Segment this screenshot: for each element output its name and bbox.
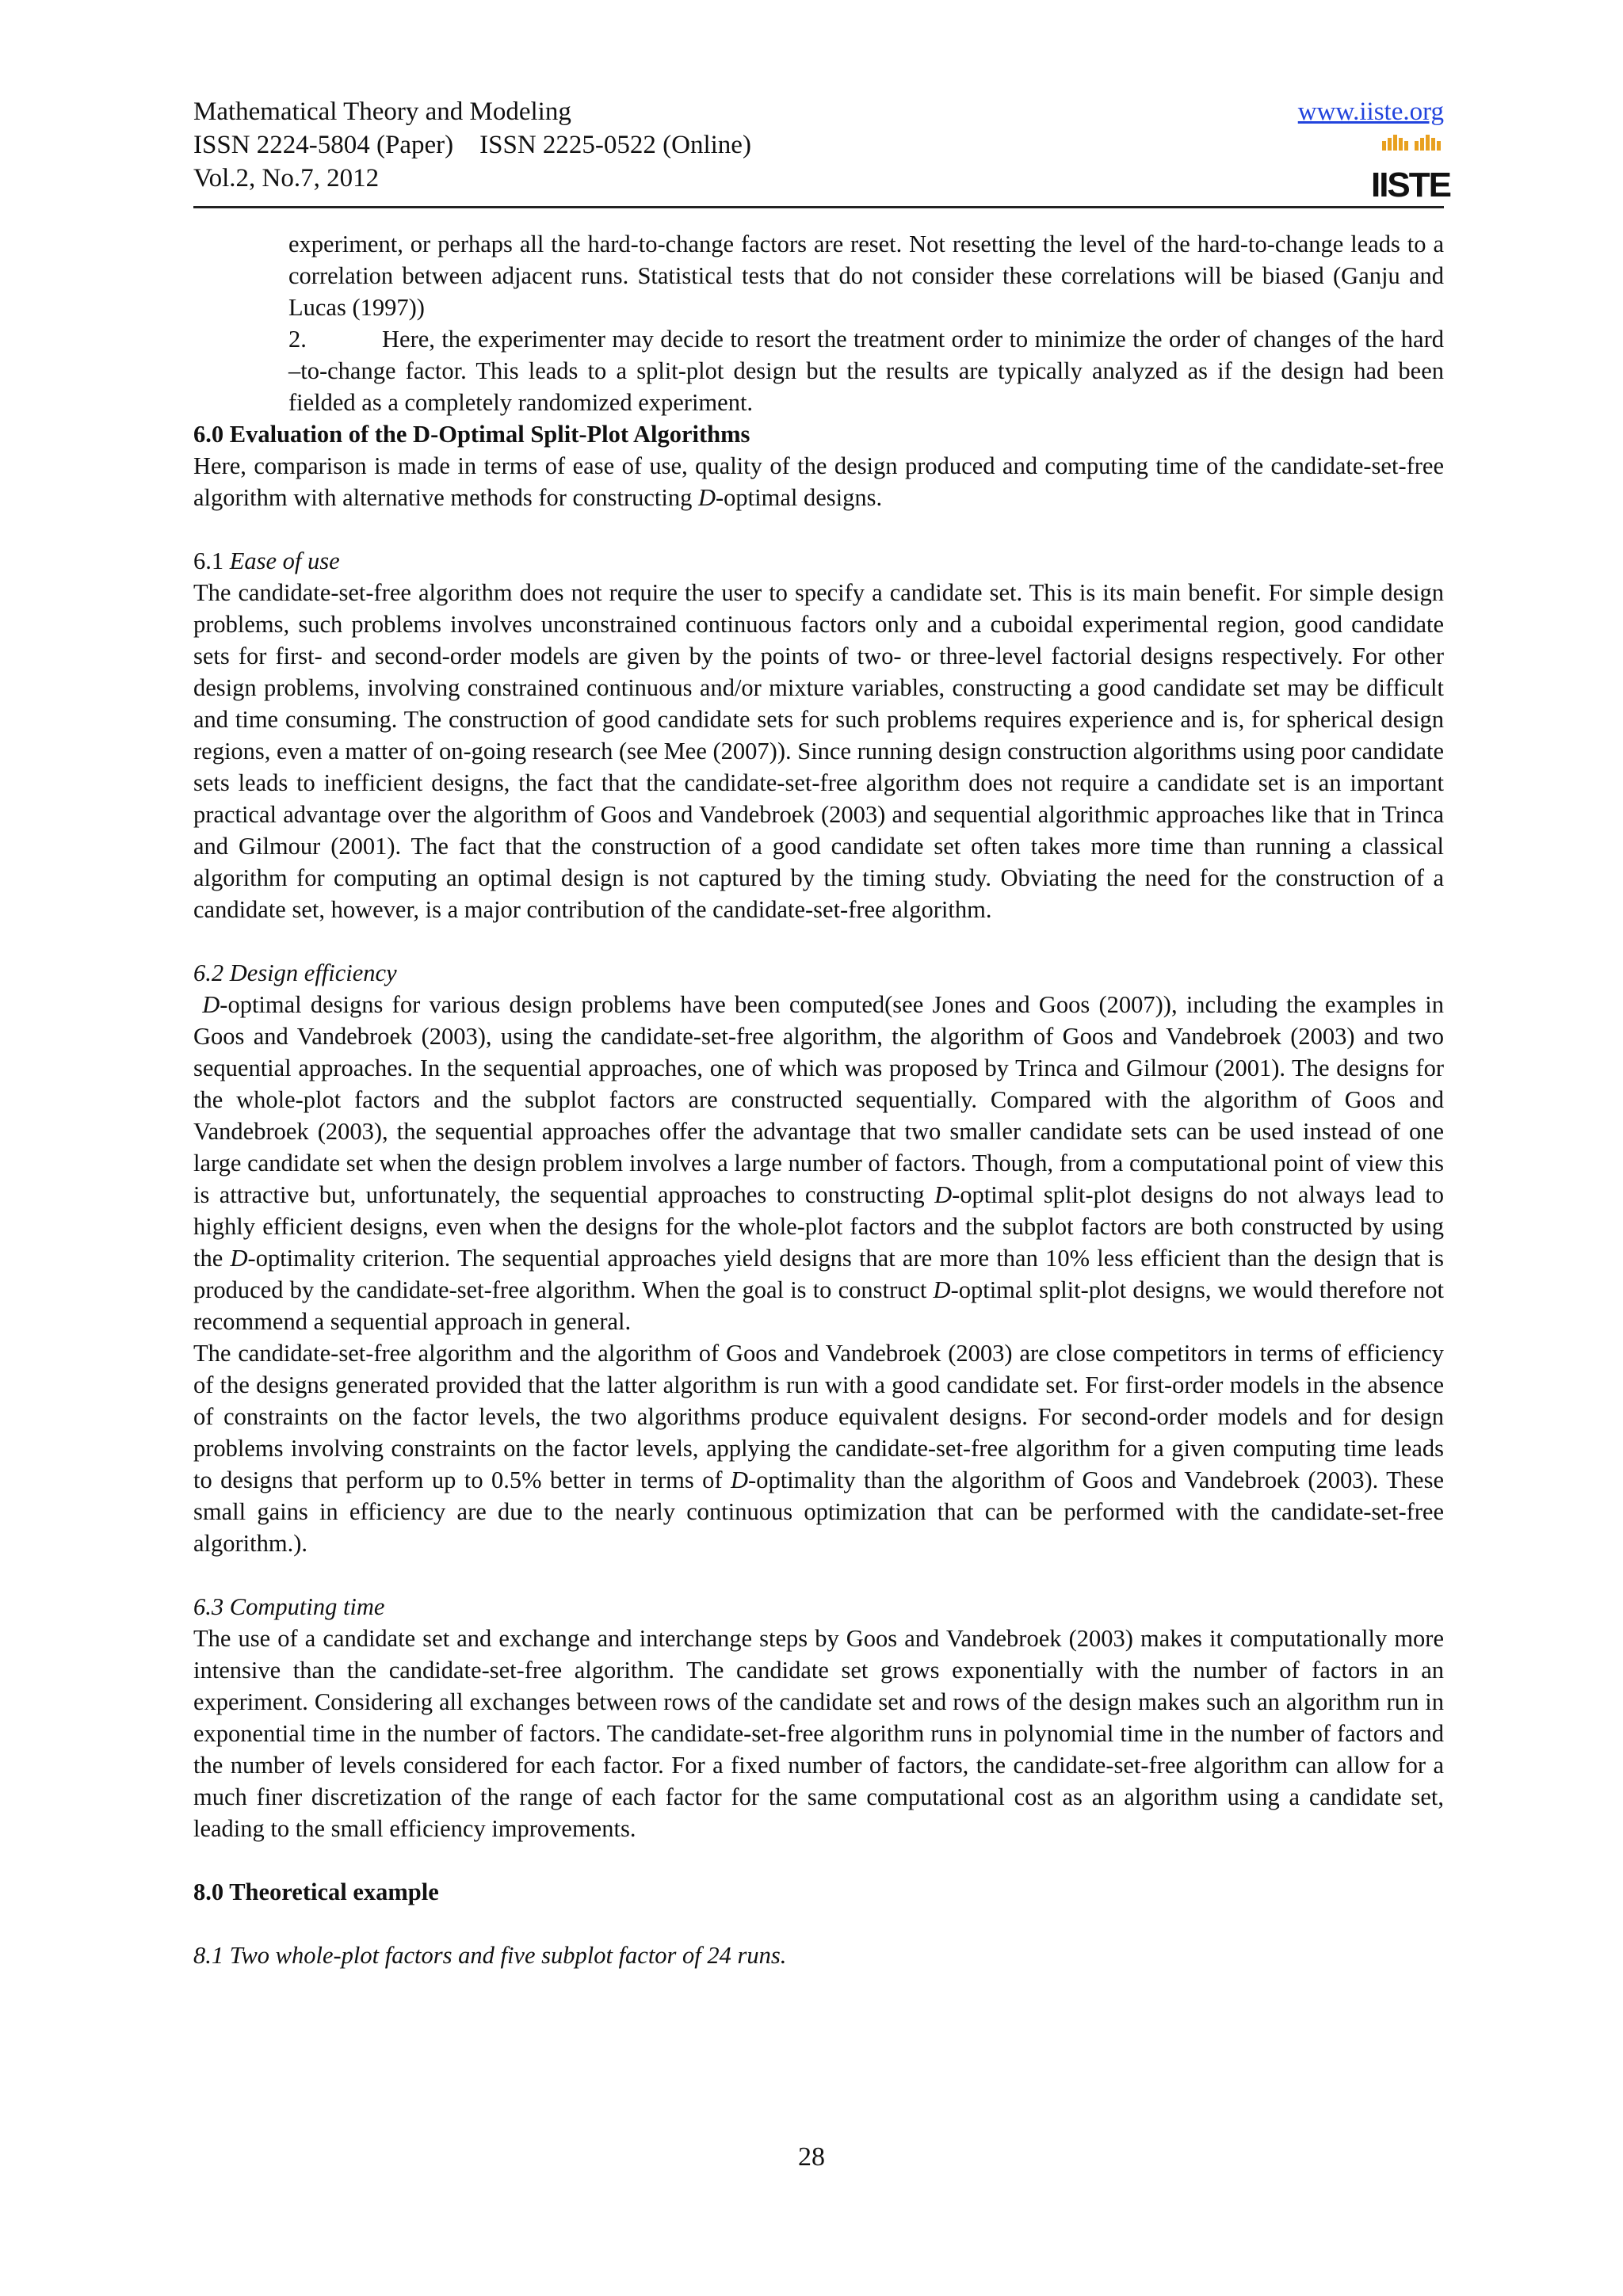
journal-header bbox=[193, 95, 1451, 206]
italic-run: D bbox=[202, 991, 220, 1018]
subsection-heading-6-2 bbox=[193, 957, 1444, 989]
article-body bbox=[193, 228, 1444, 1971]
list-item-text: Here, the experimenter may decide to resort the treatment order to minimize the order of changes of the hard –to-change factor. This leads to a split-plot design but the results are typically analyzed as if the design had been fielded as a completely randomized experiment. bbox=[288, 326, 1444, 416]
subsection-heading-8-1 bbox=[193, 1939, 1444, 1971]
italic-run: D bbox=[934, 1181, 953, 1208]
italic-run: D bbox=[697, 484, 716, 511]
paragraph-computing-time: The use of a candidate set and exchange and interchange steps by Goos and Vandebroek (2003) makes it computationally more intensive than the candidate-set-free algorithm. The candidate set grows exponentially with the number of factors in an experiment. Considering all exchanges between rows of the candidate set and rows of the design makes such an algorithm run in exponential time in the number of factors. The candidate-set-free algorithm runs in polynomial time in the number of factors and the number of levels considered for each factor. For a fixed number of factors, the candidate-set-free algorithm can allow for a much finer discretization of the range of each factor for the same computational cost as an algorithm using a candidate set, leading to the small efficiency improvements. bbox=[193, 1625, 1444, 1842]
subsection-heading-6-1 bbox=[193, 545, 1444, 577]
text-run: -optimal designs for various design problems have been computed(see Jones and Goos (2007)), including the examples in Goos and Vandebroek (2003), using the candidate-set-free algorithm, the algorithm of Goos and Vandebroek (2003) and two sequential approaches. In the sequential approaches, one of which was proposed by Trinca and Gilmour (2001). The designs for the whole-plot factors and the subplot factors are constructed sequentially. Compared with the algorithm of Goos and Vandebroek (2003), the sequential approaches offer the advantage that two smaller candidate sets can be used instead of one large candidate set when the design problem involves a large number of factors. Though, from a computational point of view this is attractive but, unfortunately, the sequential approaches to constructing bbox=[193, 991, 1444, 1208]
list-item-2 bbox=[193, 323, 1444, 418]
subsection-title: 8.1 Two whole-plot factors and five subplot factor of 24 runs. bbox=[193, 1942, 787, 1969]
section-heading-8: 8.0 Theoretical example bbox=[193, 1878, 439, 1905]
paragraph-design-efficiency-2 bbox=[193, 1337, 1444, 1559]
logo-text: IISTE bbox=[1370, 166, 1451, 204]
journal-issn: ISSN 2224-5804 (Paper) ISSN 2225-0522 (Online) bbox=[193, 131, 751, 159]
paragraph-ease-of-use: The candidate-set-free algorithm does not require the user to specify a candidate set. This is its main benefit. For simple design problems, such problems involves unconstrained continuous factors only and a cuboidal experimental region, good candidate sets for first- and second-order models are given by the points of two- or three-level factorial designs respectively. For other design problems, involving constrained continuous and/or mixture variables, constructing a good candidate set may be difficult and time consuming. The construction of good candidate sets for such problems requires experience and is, for spherical design regions, even a matter of on-going research (see Mee (2007)). Since running design construction algorithms using poor candidate sets leads to inefficient designs, the fact that the candidate-set-free algorithm does not require a candidate set is an important practical advantage over the algorithm of Goos and Vandebroek (2003) and sequential algorithmic approaches like that in Trinca and Gilmour (2001). The fact that the construction of a good candidate set often takes more time than running a classical algorithm for computing an optimal design is not captured by the timing study. Obviating the need for the construction of a candidate set, however, is a major contribution of the candidate-set-free algorithm. bbox=[193, 579, 1444, 923]
text-run: -optimality criterion. The sequential approaches yield designs that are more than 10% less efficient than the design that is produced by the candidate-set-free algorithm. When the goal is to construct bbox=[193, 1245, 1445, 1303]
text-run: Here, comparison is made in terms of ease of use, quality of the design produced and computing time of the candidate-set-free algorithm with alternative methods for constructing bbox=[193, 452, 1444, 511]
journal-website-link[interactable]: www.iiste.org bbox=[1297, 97, 1444, 126]
subsection-title: 6.3 Computing time bbox=[193, 1593, 385, 1620]
paragraph-intro: experiment, or perhaps all the hard-to-change factors are reset. Not resetting the level of the hard-to-change leads to a correlation between adjacent runs. Statistical tests that do not consider these correlations will be biased (Ganju and Lucas (1997)) bbox=[288, 231, 1444, 321]
italic-run: D bbox=[731, 1466, 749, 1493]
text-run: -optimality than the algorithm of Goos and Vandebroek (2003). These small gains in efficiency are due to the nearly continuous optimization that can be performed with the candidate-set-free algorithm.). bbox=[193, 1466, 1444, 1557]
subsection-title: 6.2 Design efficiency bbox=[193, 959, 397, 986]
journal-volume: Vol.2, No.7, 2012 bbox=[193, 164, 380, 193]
subsection-number: 6.1 bbox=[193, 547, 230, 574]
subsection-heading-6-3 bbox=[193, 1591, 1444, 1623]
text-run: -optimal split-plot designs do not always lead to highly efficient designs, even when the designs for the whole-plot factors and the subplot factors are both constructed by using the bbox=[193, 1181, 1444, 1272]
iiste-logo-icon bbox=[1370, 130, 1451, 204]
header-divider bbox=[193, 206, 1444, 208]
journal-title: Mathematical Theory and Modeling bbox=[193, 97, 571, 126]
italic-run: D bbox=[230, 1245, 248, 1272]
italic-run: D bbox=[933, 1276, 951, 1303]
paragraph-design-efficiency-1 bbox=[193, 989, 1444, 1337]
text-run: The candidate-set-free algorithm and the algorithm of Goos and Vandebroek (2003) are close competitors in terms of efficiency of the designs generated provided that the latter algorithm is run with a good candidate set. For first-order models in the absence of constraints on the factor levels, the two algorithms produce equivalent designs. For second-order models and for design problems involving constraints on the factor levels, applying the candidate-set-free algorithm for a given computing time leads to designs that perform up to 0.5% better in terms of bbox=[193, 1340, 1444, 1493]
paragraph-section-6 bbox=[193, 450, 1444, 513]
subsection-title: Ease of use bbox=[229, 547, 340, 574]
page-number: 28 bbox=[798, 2142, 825, 2172]
text-run: -optimal designs. bbox=[716, 484, 883, 511]
list-item-number: 2. bbox=[288, 326, 307, 353]
section-heading-6: 6.0 Evaluation of the D-Optimal Split-Plot Algorithms bbox=[193, 421, 750, 448]
text-run: -optimal split-plot designs, we would therefore not recommend a sequential approach in general. bbox=[193, 1276, 1444, 1335]
